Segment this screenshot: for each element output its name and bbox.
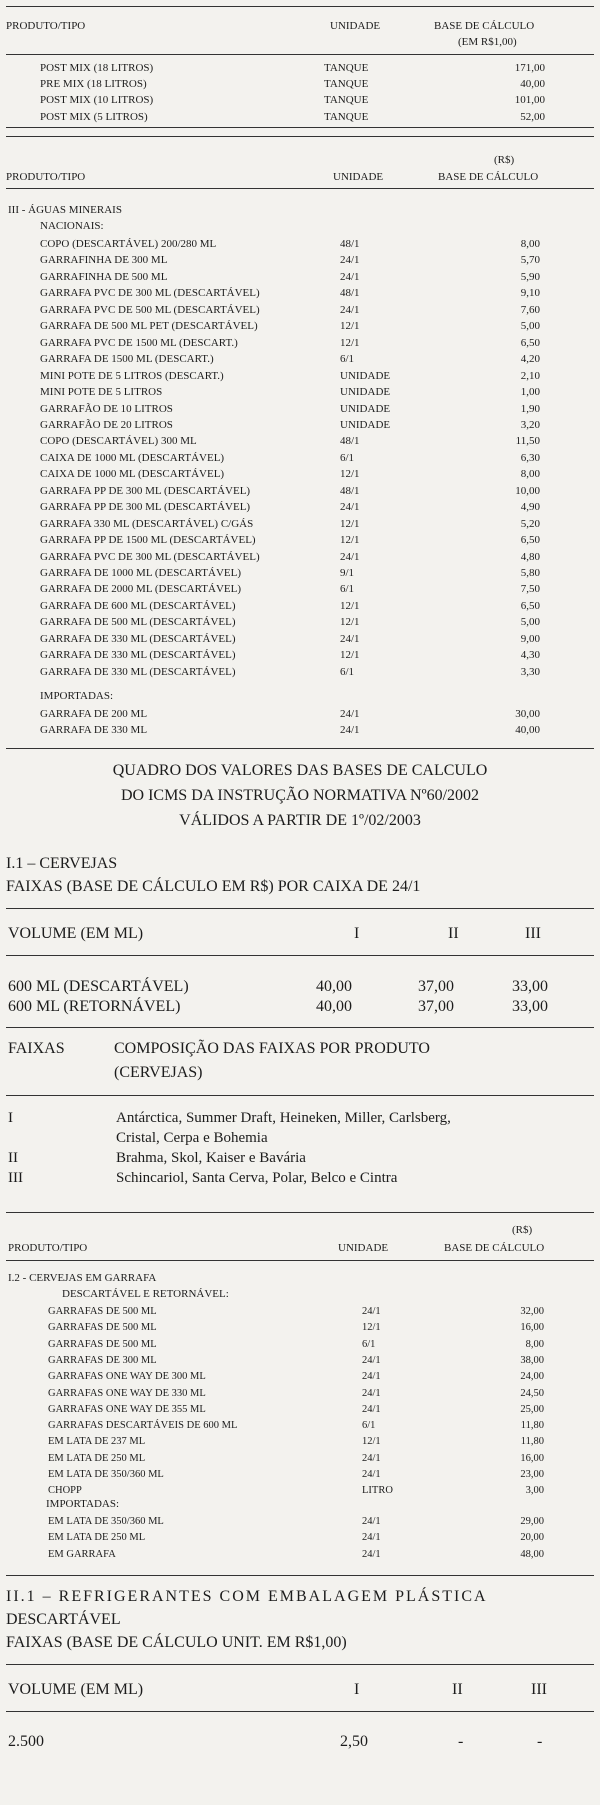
header-base-units: (EM R$1,00) xyxy=(458,36,517,48)
header-faixa-ii: II xyxy=(448,925,459,942)
cervejas-title: I.1 – CERVEJAS xyxy=(6,855,118,872)
table-row xyxy=(0,1451,600,1467)
cell-base: 171,00 xyxy=(514,62,545,74)
cell-unidade: LITRO xyxy=(362,1485,393,1497)
header-produto: PRODUTO/TIPO xyxy=(6,171,86,183)
rule xyxy=(6,1575,594,1576)
table-row xyxy=(0,466,600,482)
header-volume: VOLUME (EM ML) xyxy=(8,1681,144,1698)
cell-base: 9,00 xyxy=(520,632,540,645)
cell-produto: MINI POTE DE 5 LITROS (DESCART.) xyxy=(40,369,224,382)
table-row xyxy=(0,483,600,499)
cell-base: 11,50 xyxy=(515,435,540,448)
cell-produto: GARRAFA DE 1000 ML (DESCARTÁVEL) xyxy=(40,567,242,579)
cell-unidade: 24/1 xyxy=(340,254,360,267)
table-row xyxy=(0,1418,600,1434)
cell-base: 4,90 xyxy=(520,501,540,514)
table-row xyxy=(0,1530,600,1546)
cell-faixa-ii: 37,00 xyxy=(418,978,454,995)
cell-base: 1,00 xyxy=(520,386,540,399)
cell-produto: GARRAFA 330 ML (DESCARTÁVEL) C/GÁS xyxy=(40,517,254,530)
cell-produto: GARRAFAS DE 500 ML xyxy=(48,1306,157,1317)
cell-unidade: 12/1 xyxy=(340,468,360,481)
cell-unidade: 6/1 xyxy=(362,1420,376,1432)
cell-base: 52,00 xyxy=(520,110,545,123)
cell-base: 30,00 xyxy=(515,708,540,720)
table-row xyxy=(0,269,600,285)
header-unidade: UNIDADE xyxy=(330,20,381,32)
table-row xyxy=(0,631,600,647)
rule xyxy=(6,955,594,956)
comp-header-cervejas: (CERVEJAS) xyxy=(114,1064,203,1081)
cell-volume: 600 ML (RETORNÁVEL) xyxy=(8,998,181,1015)
rule xyxy=(6,188,594,189)
cell-produto: GARRAFA DE 330 ML xyxy=(40,724,148,737)
cell-base: 38,00 xyxy=(520,1354,544,1366)
cell-produto: POST MIX (10 LITROS) xyxy=(40,94,154,107)
cell-unidade: 48/1 xyxy=(340,484,360,497)
cell-base: 6,50 xyxy=(520,336,540,349)
cell-produto: GARRAFA DE 330 ML (DESCARTÁVEL) xyxy=(40,665,236,678)
refri-volume: 2.500 xyxy=(8,1733,44,1750)
cell-unidade: 24/1 xyxy=(340,501,360,514)
table-row xyxy=(0,1108,600,1128)
cell-produto: GARRAFÃO DE 10 LITROS xyxy=(40,402,173,415)
cell-unidade: 24/1 xyxy=(340,708,360,720)
table-row xyxy=(0,1148,600,1168)
rule xyxy=(6,127,594,128)
cell-base: 8,00 xyxy=(520,238,540,250)
cell-produto: GARRAFA DE 500 ML PET (DESCARTÁVEL) xyxy=(40,320,258,333)
cell-base: 8,00 xyxy=(525,1338,544,1350)
cell-faixa-iii: 33,00 xyxy=(512,978,548,995)
cell-base: 3,30 xyxy=(520,665,540,678)
cell-faixa-ii: 37,00 xyxy=(418,998,454,1015)
table-row xyxy=(0,335,600,351)
cell-faixa-i: 40,00 xyxy=(316,998,352,1015)
cell-base: 48,00 xyxy=(520,1548,544,1560)
header-faixa-i: I xyxy=(354,925,360,942)
cell-unidade: TANQUE xyxy=(324,78,369,91)
cell-base: 5,00 xyxy=(520,320,540,333)
cell-produto: EM LATA DE 250 ML xyxy=(48,1452,146,1464)
table-row xyxy=(0,384,600,400)
cell-volume: 600 ML (DESCARTÁVEL) xyxy=(8,978,189,995)
cell-base: 8,00 xyxy=(520,468,540,481)
rule xyxy=(6,6,594,7)
rule xyxy=(6,54,594,55)
table-row xyxy=(0,318,600,334)
table-row xyxy=(0,1434,600,1450)
table-row xyxy=(0,302,600,318)
cell-produto: GARRAFA PVC DE 500 ML (DESCARTÁVEL) xyxy=(40,303,260,316)
rule xyxy=(6,908,594,909)
cell-unidade: UNIDADE xyxy=(340,386,391,399)
cell-composicao: Cristal, Cerpa e Bohemia xyxy=(116,1130,268,1146)
refri-faixa-i: 2,50 xyxy=(340,1733,368,1750)
cell-unidade: 24/1 xyxy=(340,724,360,737)
cell-produto: EM GARRAFA xyxy=(48,1548,116,1560)
header-base: BASE DE CÁLCULO xyxy=(438,171,539,183)
cell-composicao: Antárctica, Summer Draft, Heineken, Miller, Carlsberg, xyxy=(116,1110,451,1126)
cell-unidade: 24/1 xyxy=(362,1452,381,1464)
cell-produto: GARRAFINHA DE 300 ML xyxy=(40,254,168,267)
cell-unidade: 6/1 xyxy=(362,1338,376,1350)
rule xyxy=(6,1095,594,1096)
cell-produto: COPO (DESCARTÁVEL) 200/280 ML xyxy=(40,238,217,250)
cell-unidade: 12/1 xyxy=(362,1436,381,1448)
cell-base: 6,30 xyxy=(520,451,540,464)
cell-base: 6,50 xyxy=(520,534,540,547)
header-faixa-iii: III xyxy=(525,925,541,942)
table-row xyxy=(0,1386,600,1402)
cell-base: 16,00 xyxy=(520,1322,544,1334)
cell-base: 32,00 xyxy=(520,1306,544,1317)
table-row xyxy=(0,977,600,997)
refri-faixas-title: FAIXAS (BASE DE CÁLCULO UNIT. EM R$1,00) xyxy=(6,1634,347,1651)
cell-unidade: 24/1 xyxy=(362,1532,381,1544)
cell-produto: MINI POTE DE 5 LITROS xyxy=(40,386,163,399)
cell-base: 23,00 xyxy=(520,1469,544,1480)
cell-unidade: 24/1 xyxy=(362,1403,381,1415)
cell-produto: GARRAFA DE 1500 ML (DESCART.) xyxy=(40,353,214,366)
cell-base: 20,00 xyxy=(520,1532,544,1544)
cell-base: 5,00 xyxy=(520,616,540,629)
table-row xyxy=(0,76,600,92)
cell-unidade: 12/1 xyxy=(362,1322,381,1334)
cell-base: 7,60 xyxy=(520,303,540,316)
cell-unidade: 24/1 xyxy=(340,303,360,316)
cell-unidade: 6/1 xyxy=(340,665,355,678)
quadro-title-1: QUADRO DOS VALORES DAS BASES DE CALCULO xyxy=(112,762,488,779)
table-row xyxy=(0,1369,600,1385)
table-row xyxy=(0,1514,600,1530)
table-row xyxy=(0,664,600,680)
cell-base: 24,50 xyxy=(520,1387,544,1399)
refri-title-2: DESCARTÁVEL xyxy=(6,1611,121,1628)
cell-unidade: 6/1 xyxy=(340,583,355,596)
cell-composicao: Schincariol, Santa Cerva, Polar, Belco e Cintra xyxy=(116,1170,398,1186)
header-faixa-iii: III xyxy=(531,1681,547,1698)
cell-base: 11,80 xyxy=(520,1436,544,1448)
cell-unidade: 9/1 xyxy=(340,567,355,579)
cell-base: 9,10 xyxy=(520,287,540,300)
rule xyxy=(6,1212,594,1213)
table-row xyxy=(0,598,600,614)
cell-produto: GARRAFAS DE 500 ML xyxy=(48,1338,157,1350)
header-rs: (R$) xyxy=(512,1224,533,1236)
refri-faixa-ii: - xyxy=(458,1733,464,1750)
table-row xyxy=(0,1304,600,1320)
cell-base: 4,30 xyxy=(520,649,540,662)
cell-unidade: 12/1 xyxy=(340,336,360,349)
subsection-title: DESCARTÁVEL E RETORNÁVEL: xyxy=(62,1288,229,1300)
cell-base: 1,90 xyxy=(520,402,540,415)
cell-produto: GARRAFA DE 330 ML (DESCARTÁVEL) xyxy=(40,632,236,645)
header-produto: PRODUTO/TIPO xyxy=(8,1242,88,1254)
cell-base: 3,00 xyxy=(525,1485,544,1497)
table-row xyxy=(0,532,600,548)
table-row xyxy=(0,351,600,367)
cell-faixa: II xyxy=(8,1150,18,1166)
table-row xyxy=(0,92,600,108)
cell-produto: GARRAFAS DE 300 ML xyxy=(48,1354,157,1366)
cell-unidade: 12/1 xyxy=(340,649,360,662)
cell-unidade: 24/1 xyxy=(362,1387,381,1399)
table-row xyxy=(0,722,600,738)
table-row xyxy=(0,252,600,268)
table-row xyxy=(0,1320,600,1336)
table-row xyxy=(0,417,600,433)
table-row xyxy=(0,450,600,466)
cell-produto: GARRAFA PVC DE 1500 ML (DESCART.) xyxy=(40,336,238,349)
cell-faixa-i: 40,00 xyxy=(316,978,352,995)
subsection-title: IMPORTADAS: xyxy=(40,690,114,702)
refri-faixa-iii: - xyxy=(537,1733,543,1750)
table-row xyxy=(0,647,600,663)
cell-produto: GARRAFA DE 500 ML (DESCARTÁVEL) xyxy=(40,616,236,629)
table-row xyxy=(0,565,600,581)
cell-unidade: UNIDADE xyxy=(340,418,391,431)
header-volume: VOLUME (EM ML) xyxy=(8,925,144,942)
cell-produto: GARRAFAS ONE WAY DE 300 ML xyxy=(48,1371,206,1383)
cell-unidade: 12/1 xyxy=(340,599,360,612)
cell-base: 10,00 xyxy=(515,484,540,497)
table-row xyxy=(0,1483,600,1499)
cell-unidade: 6/1 xyxy=(340,451,355,464)
cell-produto: GARRAFINHA DE 500 ML xyxy=(40,270,168,283)
table-row xyxy=(0,1128,600,1148)
cell-produto: COPO (DESCARTÁVEL) 300 ML xyxy=(40,435,197,448)
cell-unidade: TANQUE xyxy=(324,94,369,107)
table-row xyxy=(0,1337,600,1353)
cell-faixa: I xyxy=(8,1110,13,1126)
table-row xyxy=(0,401,600,417)
refri-title-1: II.1 – REFRIGERANTES COM EMBALAGEM PLÁSTICA xyxy=(6,1588,488,1605)
table-row xyxy=(0,1467,600,1483)
cell-faixa-iii: 33,00 xyxy=(512,998,548,1015)
subsection-title: IMPORTADAS: xyxy=(46,1498,120,1510)
cell-produto: CHOPP xyxy=(48,1485,82,1497)
cell-unidade: 24/1 xyxy=(362,1371,381,1383)
cell-base: 2,10 xyxy=(520,369,540,382)
cell-unidade: 6/1 xyxy=(340,353,355,366)
table-row xyxy=(0,433,600,449)
cell-base: 5,70 xyxy=(520,254,540,267)
cell-produto: GARRAFA DE 330 ML (DESCARTÁVEL) xyxy=(40,649,236,662)
rule xyxy=(6,748,594,749)
cell-unidade: 24/1 xyxy=(362,1516,381,1527)
cell-produto: GARRAFA PP DE 300 ML (DESCARTÁVEL) xyxy=(40,501,251,514)
cell-produto: EM LATA DE 350/360 ML xyxy=(48,1516,164,1527)
comp-header-faixas: FAIXAS xyxy=(8,1040,65,1057)
subsection-title: NACIONAIS: xyxy=(40,220,104,232)
header-unidade: UNIDADE xyxy=(333,171,384,183)
cell-unidade: 12/1 xyxy=(340,534,360,547)
cell-unidade: 12/1 xyxy=(340,517,360,530)
cell-produto: GARRAFA PVC DE 300 ML (DESCARTÁVEL) xyxy=(40,550,260,563)
cell-base: 29,00 xyxy=(520,1516,544,1527)
rule xyxy=(6,1711,594,1712)
cell-base: 7,50 xyxy=(520,583,540,596)
table-row xyxy=(0,581,600,597)
cell-produto: EM LATA DE 237 ML xyxy=(48,1436,146,1448)
cell-produto: GARRAFA DE 600 ML (DESCARTÁVEL) xyxy=(40,599,236,612)
cell-produto: GARRAFA DE 200 ML xyxy=(40,708,148,720)
rule xyxy=(6,1027,594,1028)
table-row xyxy=(0,997,600,1017)
table-row xyxy=(0,1547,600,1563)
cell-unidade: 24/1 xyxy=(362,1306,381,1317)
quadro-title-3: VÁLIDOS A PARTIR DE 1º/02/2003 xyxy=(179,812,421,829)
cell-base: 6,50 xyxy=(520,599,540,612)
cell-unidade: 24/1 xyxy=(340,270,360,283)
header-base: BASE DE CÁLCULO xyxy=(434,20,535,32)
cell-unidade: 24/1 xyxy=(340,632,360,645)
cell-produto: POST MIX (5 LITROS) xyxy=(40,110,148,123)
section-title: I.2 - CERVEJAS EM GARRAFA xyxy=(8,1272,157,1284)
cell-produto: GARRAFAS DE 500 ML xyxy=(48,1322,157,1334)
header-produto: PRODUTO/TIPO xyxy=(6,20,86,32)
cell-produto: GARRAFÃO DE 20 LITROS xyxy=(40,418,173,431)
cell-base: 4,80 xyxy=(520,550,540,563)
cell-composicao: Brahma, Skol, Kaiser e Bavária xyxy=(116,1150,306,1166)
table-row xyxy=(0,236,600,252)
cell-unidade: 24/1 xyxy=(340,550,360,563)
quadro-title-2: DO ICMS DA INSTRUÇÃO NORMATIVA Nº60/2002 xyxy=(120,787,480,804)
cell-base: 25,00 xyxy=(520,1403,544,1415)
table-row xyxy=(0,60,600,76)
cell-unidade: 48/1 xyxy=(340,435,360,448)
cell-faixa: III xyxy=(8,1170,23,1186)
cell-base: 101,00 xyxy=(514,94,545,107)
cell-produto: EM LATA DE 350/360 ML xyxy=(48,1469,164,1480)
table-row xyxy=(0,1353,600,1369)
section-title: III - ÁGUAS MINERAIS xyxy=(8,204,122,216)
cell-unidade: 48/1 xyxy=(340,238,360,250)
table-row xyxy=(0,109,600,125)
cell-unidade: TANQUE xyxy=(324,62,369,74)
cell-produto: GARRAFA PP DE 300 ML (DESCARTÁVEL) xyxy=(40,484,251,497)
cell-base: 11,80 xyxy=(520,1420,544,1432)
rule xyxy=(6,136,594,137)
cell-produto: PRE MIX (18 LITROS) xyxy=(40,78,147,91)
header-faixa-ii: II xyxy=(452,1681,463,1698)
cell-unidade: UNIDADE xyxy=(340,369,391,382)
cell-produto: POST MIX (18 LITROS) xyxy=(40,62,154,74)
rule xyxy=(6,1260,594,1261)
cell-base: 5,20 xyxy=(520,517,540,530)
table-row xyxy=(0,1168,600,1188)
cell-produto: GARRAFAS ONE WAY DE 355 ML xyxy=(48,1403,206,1415)
header-rs: (R$) xyxy=(494,154,515,166)
cell-base: 40,00 xyxy=(520,78,545,91)
cell-base: 16,00 xyxy=(520,1452,544,1464)
cell-unidade: TANQUE xyxy=(324,110,369,123)
rule xyxy=(6,1664,594,1665)
cell-unidade: 24/1 xyxy=(362,1354,381,1366)
table-row xyxy=(0,516,600,532)
cell-produto: GARRAFA PVC DE 300 ML (DESCARTÁVEL) xyxy=(40,287,260,300)
cell-produto: GARRAFAS ONE WAY DE 330 ML xyxy=(48,1387,206,1399)
cell-base: 40,00 xyxy=(515,724,540,737)
table-row xyxy=(0,614,600,630)
cell-unidade: 24/1 xyxy=(362,1548,381,1560)
cervejas-faixas-title: FAIXAS (BASE DE CÁLCULO EM R$) POR CAIXA DE 24/1 xyxy=(6,878,421,895)
cell-base: 4,20 xyxy=(520,353,540,366)
cell-unidade: 12/1 xyxy=(340,320,360,333)
cell-produto: CAIXA DE 1000 ML (DESCARTÁVEL) xyxy=(40,468,225,481)
header-unidade: UNIDADE xyxy=(338,1242,389,1254)
cell-produto: GARRAFAS DESCARTÁVEIS DE 600 ML xyxy=(48,1420,238,1432)
cell-produto: EM LATA DE 250 ML xyxy=(48,1532,146,1544)
cell-unidade: 12/1 xyxy=(340,616,360,629)
table-row xyxy=(0,285,600,301)
cell-base: 24,00 xyxy=(520,1371,544,1383)
table-row xyxy=(0,549,600,565)
cell-base: 3,20 xyxy=(520,418,540,431)
comp-header-composicao: COMPOSIÇÃO DAS FAIXAS POR PRODUTO xyxy=(114,1040,430,1057)
header-base: BASE DE CÁLCULO xyxy=(444,1242,545,1254)
cell-produto: GARRAFA PP DE 1500 ML (DESCARTÁVEL) xyxy=(40,534,256,547)
table-row xyxy=(0,499,600,515)
cell-produto: GARRAFA DE 2000 ML (DESCARTÁVEL) xyxy=(40,583,242,596)
cell-base: 5,90 xyxy=(520,270,540,283)
table-row xyxy=(0,368,600,384)
table-row xyxy=(0,706,600,722)
table-row xyxy=(0,1402,600,1418)
cell-base: 5,80 xyxy=(520,567,540,579)
cell-unidade: UNIDADE xyxy=(340,402,391,415)
cell-unidade: 24/1 xyxy=(362,1469,381,1480)
cell-unidade: 48/1 xyxy=(340,287,360,300)
header-faixa-i: I xyxy=(354,1681,360,1698)
cell-produto: CAIXA DE 1000 ML (DESCARTÁVEL) xyxy=(40,451,225,464)
